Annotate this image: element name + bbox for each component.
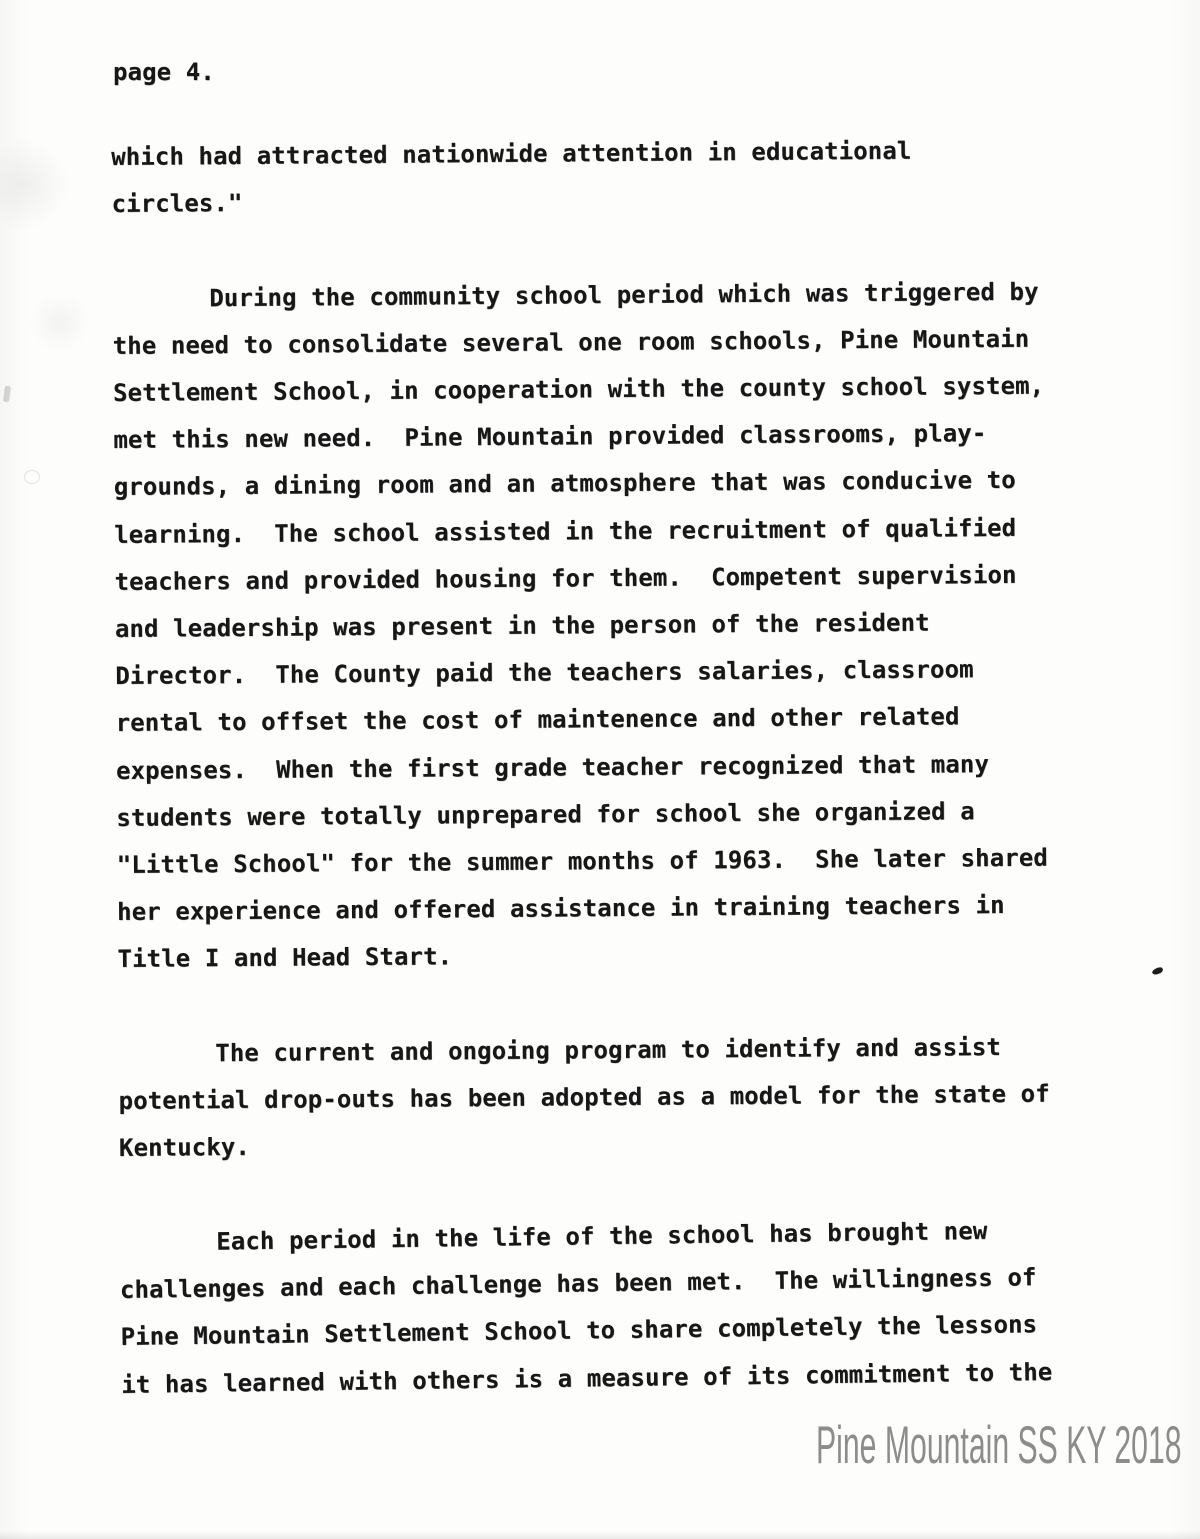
text-line: The current and ongoing program to identify and assist — [215, 1032, 1001, 1068]
text-line: and leadership was present in the person of the resident — [114, 608, 930, 643]
scan-edge-shadow — [0, 1531, 1200, 1539]
page-number: page 4. — [113, 58, 215, 86]
text-line: her experience and offered assistance in training teachers in — [117, 891, 1005, 927]
text-line: Each period in the life of the school has brought new — [216, 1216, 988, 1256]
text-line: the need to consolidate several one room schools, Pine Mountain — [112, 324, 1030, 360]
text-line: grounds, a dining room and an atmosphere that was conducive to — [113, 466, 1016, 502]
text-line: expenses. When the first grade teacher recognized that many — [115, 749, 990, 785]
typed-text-body — [111, 126, 1106, 1408]
text-line: Pine Mountain Settlement School to share completely the lessons — [120, 1310, 1038, 1351]
scan-smudge-artifact — [3, 386, 11, 403]
text-line: circles." — [111, 189, 243, 219]
paragraph-dropout-program — [118, 1023, 1104, 1172]
text-line: students were totally unprepared for school she organized a — [116, 797, 975, 832]
scan-speck-artifact — [1151, 966, 1163, 975]
text-line: Settlement School, in cooperation with the county school system, — [112, 371, 1045, 407]
text-line: Title I and Head Start. — [117, 942, 453, 974]
paragraph-continuation — [111, 126, 1097, 228]
text-line: which had attracted nationwide attention in educational — [111, 136, 912, 171]
text-line: teachers and provided housing for them. Competent supervision — [114, 560, 1017, 596]
text-line: learning. The school assisted in the recruitment of qualified — [114, 513, 1017, 549]
paragraph-community-school — [112, 268, 1103, 984]
text-line: it has learned with others is a measure of its commitment to the — [121, 1357, 1053, 1399]
paragraph-each-period — [119, 1206, 1107, 1409]
scan-smudge-artifact — [24, 470, 40, 484]
archive-watermark: Pine Mountain SS KY 2018 — [816, 1416, 1182, 1475]
text-line: potential drop-outs has been adopted as a model for the state of — [118, 1079, 1050, 1116]
text-line: met this new need. Pine Mountain provided classrooms, play- — [113, 419, 987, 455]
text-line: Kentucky. — [118, 1133, 251, 1163]
text-line: "Little School" for the summer months of 1963. She later shared — [116, 843, 1048, 880]
text-line: rental to offset the cost of maintenence and other related — [115, 702, 960, 738]
text-line: challenges and each challenge has been met. The willingness of — [119, 1262, 1037, 1304]
text-line: Director. The County paid the teachers salaries, classroom — [115, 655, 974, 691]
text-line: During the community school period which was triggered by — [209, 277, 1039, 312]
